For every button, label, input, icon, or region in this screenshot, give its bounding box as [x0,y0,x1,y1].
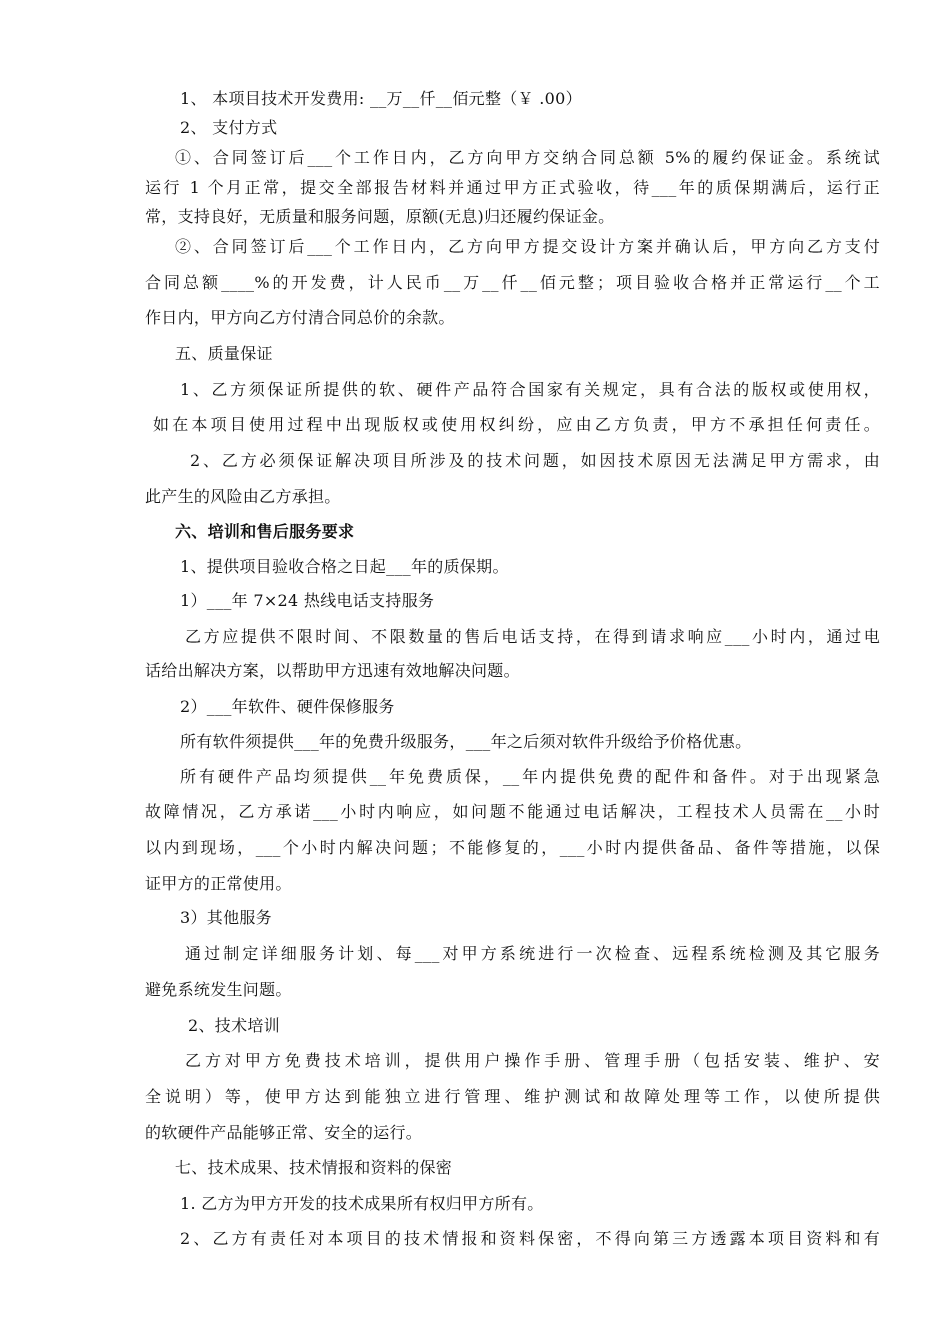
text-line: 3）其他服务 [180,908,272,927]
text-line: 的软硬件产品能够正常、安全的运行。 [145,1123,423,1142]
text-line: 所有软件须提供___年的免费升级服务，___年之后须对软件升级给予价格优惠。 [180,732,752,751]
text-line: 全说明）等，使甲方达到能独立进行管理、维护测试和故障处理等工作，以使所提供 [145,1087,880,1106]
text-line: 1）___年 7×24 热线电话支持服务 [180,591,435,610]
section-heading-training: 六、培训和售后服务要求 [175,522,355,541]
text-line-payment-method: 2、 支付方式 [180,118,278,137]
text-line: 2、乙方有责任对本项目的技术情报和资料保密，不得向第三方透露本项目资料和有 [180,1229,880,1248]
text-line: 乙方应提供不限时间、不限数量的售后电话支持，在得到请求响应___小时内，通过电 [185,627,880,646]
text-line: 2、乙方必须保证解决项目所涉及的技术问题，如因技术原因无法满足甲方需求，由 [190,451,880,470]
text-line: 作日内，甲方向乙方付清合同总价的余款。 [145,308,455,327]
text-line: ②、合同签订后___个工作日内，乙方向甲方提交设计方案并确认后，甲方向乙方支付 [175,237,880,256]
text-line: 通过制定详细服务计划、每___对甲方系统进行一次检查、远程系统检测及其它服务 [185,944,880,963]
text-line: 乙方对甲方免费技术培训，提供用户操作手册、管理手册（包括安装、维护、安 [185,1051,880,1070]
text-line: 证甲方的正常使用。 [145,874,292,893]
text-line: ①、合同签订后___个工作日内，乙方向甲方交纳合同总额 5%的履约保证金。系统试 [175,148,880,167]
text-line: 1、乙方须保证所提供的软、硬件产品符合国家有关规定，具有合法的版权或使用权， [180,380,880,399]
section-heading-confidentiality: 七、技术成果、技术情报和资料的保密 [175,1158,453,1177]
text-line: 1. 乙方为甲方开发的技术成果所有权归甲方所有。 [180,1194,544,1213]
text-line: 合同总额____%的开发费，计人民币__万__仟__佰元整；项目验收合格并正常运行__个工 [145,273,880,292]
text-line: 避免系统发生问题。 [145,980,292,999]
text-line: 1、提供项目验收合格之日起___年的质保期。 [180,557,509,576]
text-line: 2）___年软件、硬件保修服务 [180,697,395,716]
text-line-training: 2、技术培训 [188,1016,280,1035]
text-line: 运行 1 个月正常，提交全部报告材料并通过甲方正式验收，待___年的质保期满后，运行正 [145,178,880,197]
text-line: 故障情况，乙方承诺___小时内响应，如问题不能通过电话解决，工程技术人员需在__小时 [145,802,880,821]
text-line: 如在本项目使用过程中出现版权或使用权纠纷，应由乙方负责，甲方不承担任何责任。 [153,415,880,434]
text-line: 话给出解决方案，以帮助甲方迅速有效地解决问题。 [145,661,520,680]
text-line-fee: 1、 本项目技术开发费用: __万__仟__佰元整（￥ .00） [180,89,582,108]
text-line: 以内到现场，___个小时内解决问题；不能修复的，___小时内提供备品、备件等措施，以保 [145,838,880,857]
text-line: 所有硬件产品均须提供__年免费质保，__年内提供免费的配件和备件。对于出现紧急 [180,767,880,786]
text-line: 此产生的风险由乙方承担。 [145,487,341,506]
text-line: 常，支持良好，无质量和服务问题，原额(无息)归还履约保证金。 [145,207,615,226]
section-heading-quality: 五、质量保证 [175,344,273,363]
